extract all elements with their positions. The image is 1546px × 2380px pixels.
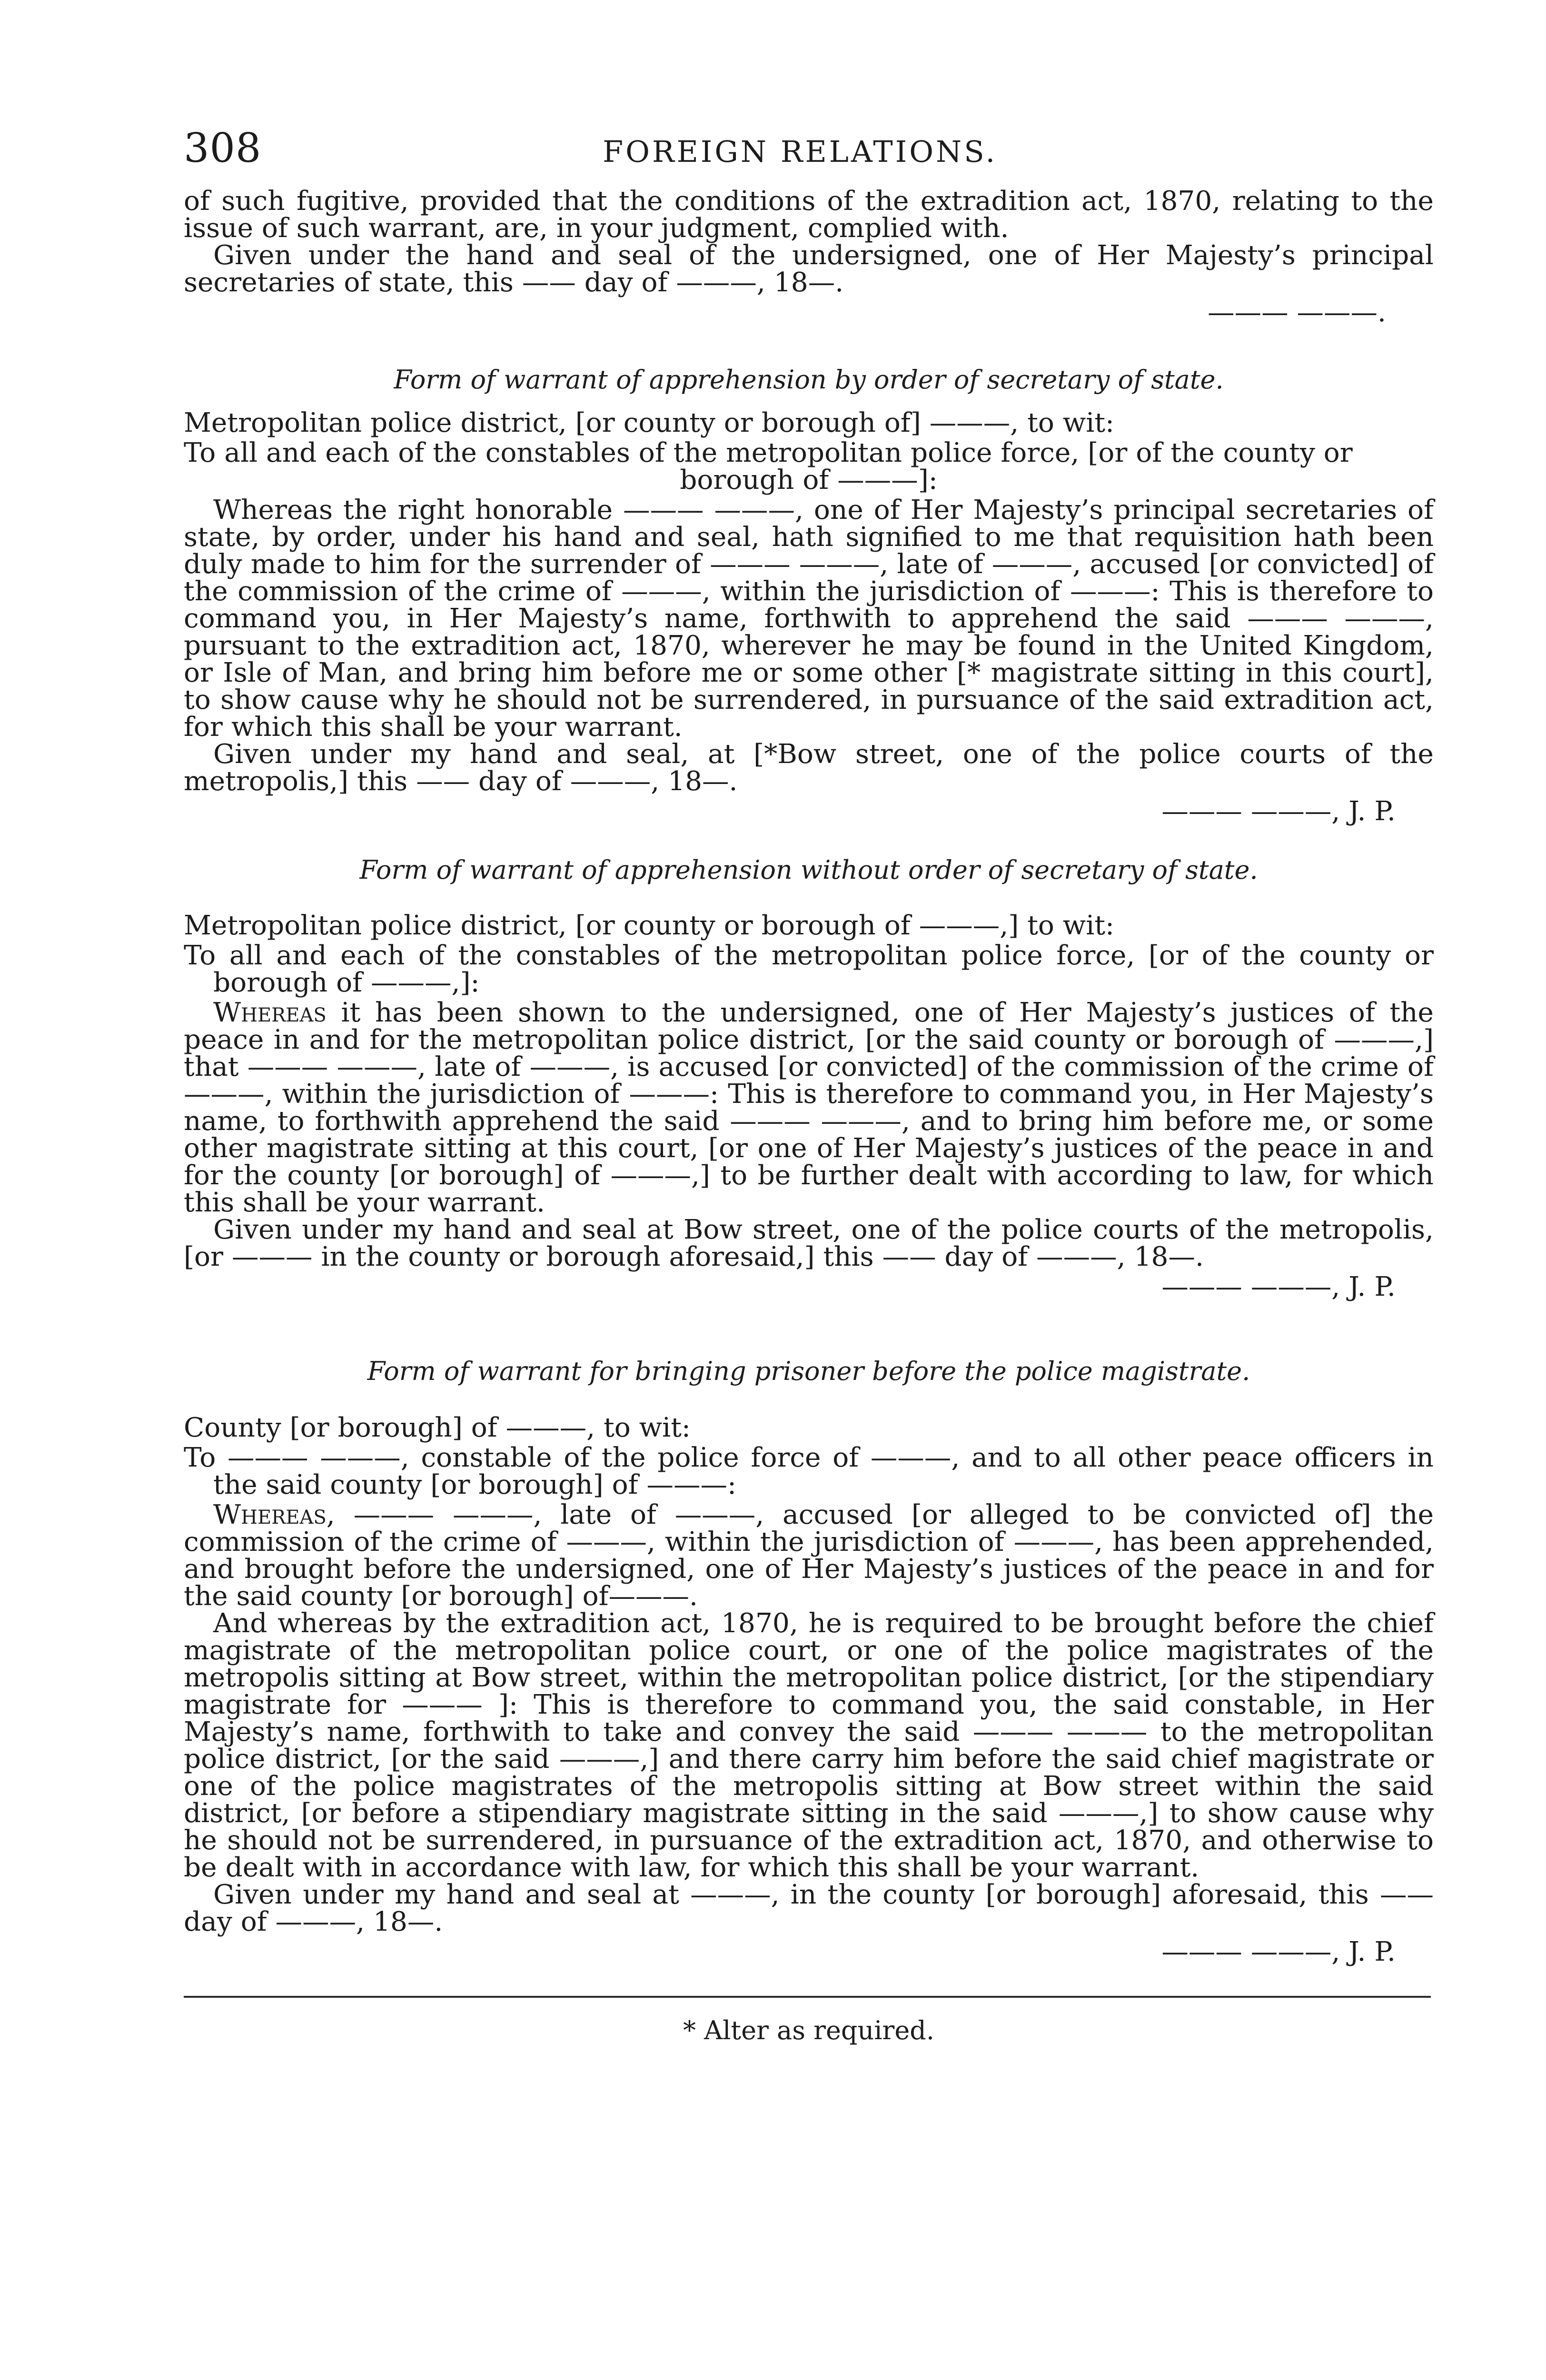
form-1-addressee-line-1: To all and each of the constables of the metropolitan police force, [or of the county or: [184, 437, 1353, 468]
continuation-paragraph: of such fugitive, provided that the conditions of the extradition act, 1870, relating to the issue of such warrant, are, in your judgment, complied with.: [184, 186, 1434, 244]
form-3-body-2: And whereas by the extradition act, 1870, he is required to be brought before the chief magistrate of the metropolitan police court, or one of the police magistrates of the metropolis sitting at Bow street, within the metropolitan police district, [or the stipendiary magistrate for ——— ]: This is therefore to command you, the said constable, in Her Majesty’s name, forthwith to take and convey the said ——— ——— to the metropolitan police district, [or the said ———,] and there carry him before the said chief magistrate or one of the police magistrates of the metropolis sitting at Bow street within the said district, [or before a stipendiary magistrate sitting in the said ———,] to show cause why he should not be surrendered, in pursuance of the extradition act, 1870, and otherwise to be dealt with in accordance with law, for which this shall be your warrant.: [184, 1608, 1434, 1883]
form-2-addressee: To all and each of the constables of the metropolitan police force, [or of the county or borough of ———,]:: [184, 940, 1434, 998]
form-1-district: Metropolitan police district, [or county or borough of] ———, to wit:: [184, 407, 1115, 438]
form-3-given: Given under my hand and seal at ———, in the county [or borough] aforesaid, this —— day of ———, 18—.: [184, 1879, 1434, 1937]
form-3-signature: ——— ———, J. P.: [1161, 1936, 1396, 1967]
footnote: * Alter as required.: [683, 2015, 935, 2045]
form-2-title: Form of warrant of apprehension without order of secretary of state.: [359, 855, 1258, 885]
form-1-body: Whereas the right honorable ——— ———, one of Her Majesty’s principal secretaries of state, by order, under his hand and seal, hath signified to me that requisition hath been duly made to him for the surrender of ——— ———, late of ———, accused [or convicted] of the commission of the crime of ———, within the jurisdiction of ———: This is therefore to command you, in Her Majesty’s name, forthwith to apprehend the said ——— ———, pursuant to the extradition act, 1870, wherever he may be found in the United Kingdom, or Isle of Man, and bring him before me or some other [* magistrate sitting in this court], to show cause why he should not be surrendered, in pursuance of the said extradition act, for which this shall be your warrant.: [184, 495, 1434, 743]
form-2-signature: ——— ———, J. P.: [1161, 1271, 1396, 1302]
form-3-addressee: To ——— ———, constable of the police force of ———, and to all other peace officers in the said county [or borough] of ———:: [184, 1442, 1434, 1500]
page-number: 308: [184, 125, 262, 171]
given-under-paragraph: Given under the hand and seal of the undersigned, one of Her Majesty’s principal secretaries of state, this —— day of ———, 18—.: [184, 240, 1434, 298]
running-head: FOREIGN RELATIONS.: [603, 134, 998, 169]
page-header: [184, 125, 1434, 182]
form-3-whereas: Whereas,: [213, 1499, 335, 1530]
page-content: [184, 188, 1434, 2044]
form-2-body: [184, 999, 1434, 1216]
footnote-divider: [184, 1996, 1431, 1998]
form-1-addressee-line-2: borough of ———]:: [680, 465, 938, 496]
form-2-given: Given under my hand and seal at Bow street, one of the police courts of the metropolis, [or ——— in the county or borough aforesaid,] this —— day of ———, 18—.: [184, 1214, 1434, 1272]
form-3-body-text: ——— ———, late of ———, accused [or alleged to be convicted of] the commission of the crime of ———, within the jurisdiction of ———, has been apprehended, and brought before the undersigned, one of Her Majesty’s justices of the peace in and for the said county [or borough] of———.: [184, 1499, 1434, 1612]
form-2-body-text: it has been shown to the undersigned, one of Her Majesty’s justices of the peace in and for the metropolitan police district, [or the said county or borough of ———,] that ——— ———, late of ———, is accused [or convicted] of the commission of the crime of ———, within the jurisdiction of ———: This is therefore to command you, in Her Majesty’s name, to forthwith apprehend the said ——— ———, and to bring him before me, or some other magistrate sitting at this court, [or one of Her Majesty’s justices of the peace in and for the county [or borough] of ———,] to be further dealt with according to law, for which this shall be your warrant.: [184, 997, 1434, 1218]
form-2-district: Metropolitan police district, [or county or borough of ———,] to wit:: [184, 910, 1115, 941]
form-3-county: County [or borough] of ———, to wit:: [184, 1412, 691, 1443]
form-3-body: [184, 1501, 1434, 1610]
form-1-given: Given under my hand and seal, at [*Bow street, one of the police courts of the metropolis,] this —— day of ———, 18—.: [184, 739, 1434, 797]
form-1-title: Form of warrant of apprehension by order of secretary of state.: [394, 365, 1224, 395]
signature-line: ——— ———.: [1208, 297, 1386, 328]
form-2-whereas: Whereas: [213, 997, 327, 1028]
form-1-signature: ——— ———, J. P.: [1161, 796, 1396, 827]
form-3-title: Form of warrant for bringing prisoner before the police magistrate.: [367, 1356, 1250, 1386]
